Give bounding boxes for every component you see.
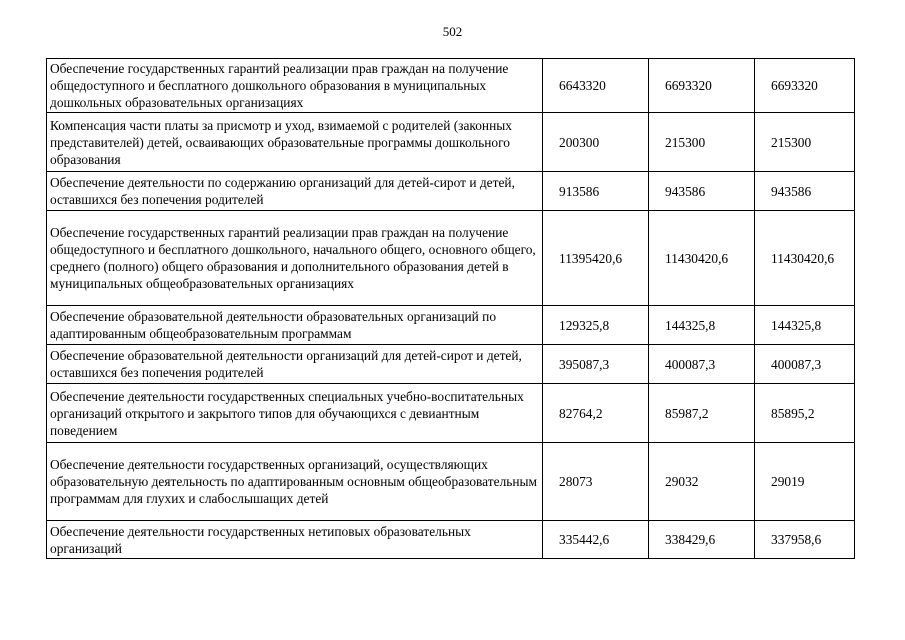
value-year-1: 395087,3 [543, 345, 649, 384]
row-description: Обеспечение деятельности государственных специальных учебно-воспитательных организаций открытого и закрытого типов для обучающихся с девиантным поведением [47, 384, 543, 443]
value-year-1: 11395420,6 [543, 211, 649, 306]
table-row [47, 113, 855, 172]
value-year-2: 400087,3 [649, 345, 755, 384]
value-year-3: 144325,8 [755, 306, 855, 345]
value-year-2: 144325,8 [649, 306, 755, 345]
value-year-2: 29032 [649, 443, 755, 521]
value-year-2: 943586 [649, 172, 755, 211]
value-year-3: 85895,2 [755, 384, 855, 443]
value-year-1: 6643320 [543, 59, 649, 113]
value-year-3: 215300 [755, 113, 855, 172]
value-year-1: 129325,8 [543, 306, 649, 345]
value-year-3: 29019 [755, 443, 855, 521]
value-year-2: 85987,2 [649, 384, 755, 443]
table-row [47, 172, 855, 211]
value-year-3: 11430420,6 [755, 211, 855, 306]
row-description: Обеспечение деятельности по содержанию организаций для детей-сирот и детей, оставшихся без попечения родителей [47, 172, 543, 211]
value-year-3: 943586 [755, 172, 855, 211]
table-row [47, 306, 855, 345]
row-description: Обеспечение образовательной деятельности организаций для детей-сирот и детей, оставшихся без попечения родителей [47, 345, 543, 384]
value-year-1: 28073 [543, 443, 649, 521]
value-year-2: 11430420,6 [649, 211, 755, 306]
row-description: Обеспечение деятельности государственных нетиповых образовательных организаций [47, 521, 543, 559]
table-row [47, 211, 855, 306]
value-year-3: 6693320 [755, 59, 855, 113]
table-row [47, 345, 855, 384]
row-description: Обеспечение образовательной деятельности образовательных организаций по адаптированным общеобразовательным программам [47, 306, 543, 345]
row-description: Компенсация части платы за присмотр и уход, взимаемой с родителей (законных представителей) детей, осваивающих образовательные программы дошкольного образования [47, 113, 543, 172]
table-row [47, 384, 855, 443]
value-year-1: 82764,2 [543, 384, 649, 443]
value-year-2: 6693320 [649, 59, 755, 113]
table-row [47, 59, 855, 113]
value-year-1: 335442,6 [543, 521, 649, 559]
row-description: Обеспечение государственных гарантий реализации прав граждан на получение общедоступного и бесплатного дошкольного образования в муниципальных дошкольных образовательных организациях [47, 59, 543, 113]
value-year-1: 200300 [543, 113, 649, 172]
budget-table [46, 58, 855, 559]
row-description: Обеспечение деятельности государственных организаций, осуществляющих образовательную деятельность по адаптированным основным общеобразовательным программам для глухих и слабослышащих детей [47, 443, 543, 521]
value-year-3: 400087,3 [755, 345, 855, 384]
table-row [47, 521, 855, 559]
value-year-3: 337958,6 [755, 521, 855, 559]
value-year-2: 215300 [649, 113, 755, 172]
row-description: Обеспечение государственных гарантий реализации прав граждан на получение общедоступного и бесплатного дошкольного, начального общего, основного общего, среднего (полного) общего образования и дополнительного образования детей в муниципальных общеобразовательных организациях [47, 211, 543, 306]
page-number: 502 [442, 24, 463, 39]
value-year-2: 338429,6 [649, 521, 755, 559]
value-year-1: 913586 [543, 172, 649, 211]
table-row [47, 443, 855, 521]
